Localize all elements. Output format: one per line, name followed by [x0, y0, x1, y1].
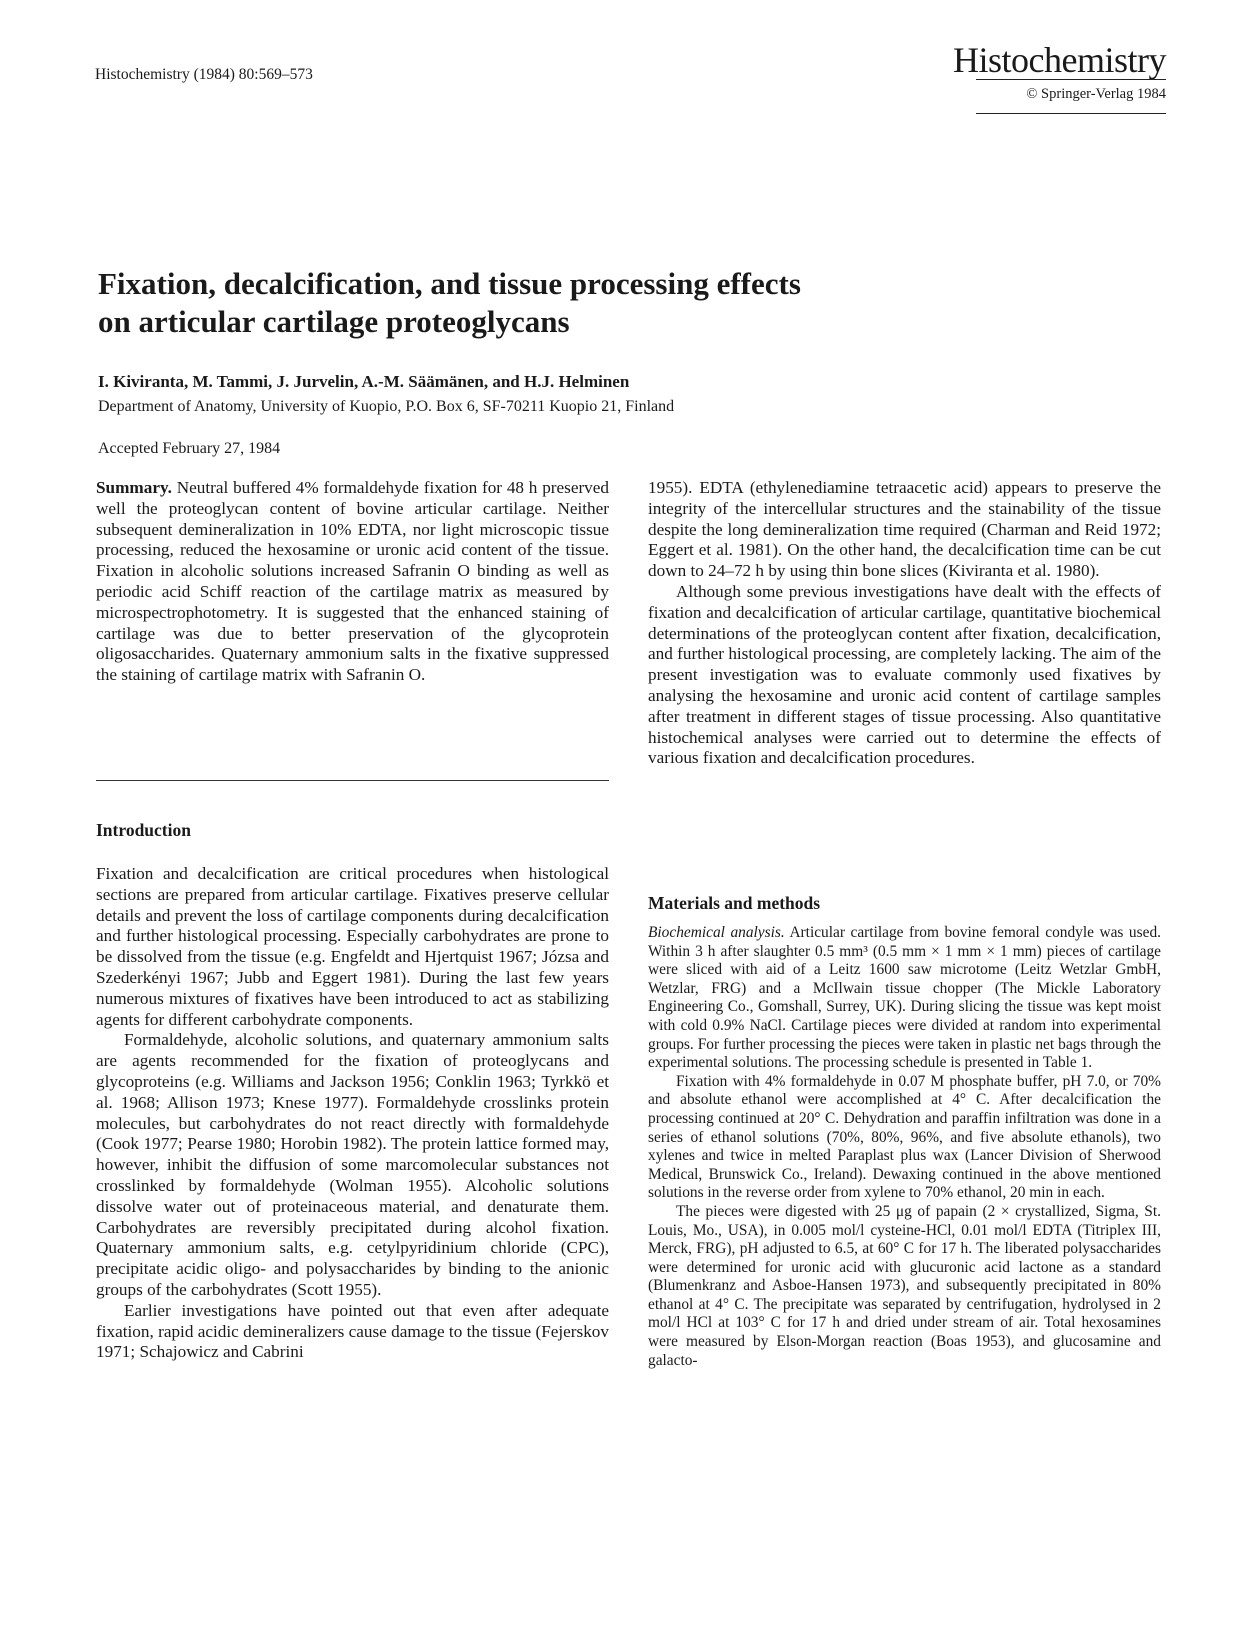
intro-paragraph-1: Fixation and decalcification are critical procedures when histological sections are prepared from articular cartilage. Fixatives preserve cellular details and prevent the loss of cartilage components during decalcification and further histological processing. Especially carbohydrates are prone to be dissolved from the tissue (e.g. Engfeldt and Hjertquist 1967; Józsa and Szederkényi 1967; Jubb and Eggert 1981). During the last few years numerous mixtures of fixatives have been introduced to act as stabilizing agents for different carbohydrate components. — [96, 864, 609, 1029]
intro-paragraph-2: Formaldehyde, alcoholic solutions, and quaternary ammonium salts are agents recommended for the fixation of proteoglycans and glycoproteins (e.g. Williams and Jackson 1956; Conklin 1963; Tyrkkö et al. 1968; Allison 1973; Knese 1977). Formaldehyde crosslinks protein molecules, but carbohydrates do not react directly with formaldehyde (Cook 1977; Pearse 1980; Horobin 1982). The protein lattice formed may, however, inhibit the diffusion of some marcomolecular substances not crosslinked by formaldehyde (Wolman 1955). Alcoholic solutions dissolve water out of proteinaceous material, and denaturate them. Carbohydrates are reversibly precipitated during alcohol fixation. Quaternary ammonium salts, e.g. cetylpyridinium chloride (CPC), precipitate acidic oligo- and polysaccharides by binding to the anionic groups of the carbohydrates (Scott 1955). — [96, 1030, 609, 1299]
intro-paragraph-3: Earlier investigations have pointed out that even after adequate fixation, rapid acidic demineralizers cause damage to the tissue (Fejerskov 1971; Schajowicz and Cabrini — [96, 1300, 609, 1362]
accepted-date: Accepted February 27, 1984 — [98, 440, 281, 457]
methods-paragraph-2: Fixation with 4% formaldehyde in 0.07 M phosphate buffer, pH 7.0, or 70% and absolute ethanol were accomplished at 4° C. After decalcification the processing continued at 20° C. Dehydration and paraffin infiltration was done in a series of ethanol solutions (70%, 80%, 96%, and five absolute ethanols), two xylenes and twice in melted Paraplast plus wax (Lancer Division of Sherwood Medical, Brunswick Co., Ireland). Dewaxing continued in the above mentioned solutions in the reverse order from xylene to 70% ethanol, 20 min in each. — [648, 1072, 1161, 1202]
title-line-1: Fixation, decalcification, and tissue processing effects — [98, 266, 801, 301]
affiliation: Department of Anatomy, University of Kuopio, P.O. Box 6, SF-70211 Kuopio 21, Finland — [98, 398, 675, 415]
introduction-heading-block — [96, 820, 609, 841]
intro-paragraph-4: Although some previous investigations have dealt with the effects of fixation and decalcification of articular cartilage, quantitative biochemical determinations of the proteoglycan content after fixation, decalcification, and further histological processing, are completely lacking. The aim of the present investigation was to evaluate commonly used fixatives by analysing the hexosamine and uronic acid content of cartilage samples after treatment in different stages of tissue processing. Also quantitative histochemical analyses were carried out to determine the effects of various fixation and decalcification procedures. — [648, 581, 1161, 768]
summary-paragraph — [96, 478, 609, 686]
right-column — [648, 478, 1161, 769]
introduction-heading: Introduction — [96, 820, 191, 840]
methods-body — [648, 924, 1161, 1370]
summary-rule — [96, 780, 609, 781]
journal-title: Histochemistry — [953, 40, 1166, 80]
intro-paragraph-3-continued: 1955). EDTA (ethylenediamine tetraacetic acid) appears to preserve the integrity of the intercellular structures and the stainability of the tissue despite the long demineralization time required (Charman and Reid 1972; Eggert et al. 1981). On the other hand, the decalcification time can be cut down to 24–72 h by using thin bone slices (Kiviranta et al. 1980). — [648, 478, 1161, 581]
methods-paragraph-1 — [648, 924, 1161, 1073]
methods-paragraph-1-text: Articular cartilage from bovine femoral condyle was used. Within 3 h after slaughter 0.5 mm³ (0.5 mm × 1 mm × 1 mm) pieces of cartilage were sliced with aid of a Leitz 1600 saw microtome (Leitz Wetzlar GmbH, Wetzlar, FRG) and a McIlwain tissue chopper (The Mickle Laboratory Engineering Co., Gomshall, Surrey, UK). During slicing the tissue was kept moist with cold 0.9% NaCl. Cartilage pieces were divided at random into experimental groups. For further processing the pieces were taken in plastic net bags through the experimental solutions. The processing schedule is presented in Table 1. — [648, 924, 1161, 1072]
introduction-body — [96, 864, 609, 1363]
header-rule-bottom — [976, 113, 1166, 114]
left-column — [96, 478, 609, 686]
methods-heading-block — [648, 893, 1161, 914]
biochemical-analysis-label: Biochemical analysis. — [648, 924, 785, 941]
author-list: I. Kiviranta, M. Tammi, J. Jurvelin, A.-M. Säämänen, and H.J. Helminen — [98, 372, 630, 391]
summary-text: Neutral buffered 4% formaldehyde fixation for 48 h preserved well the proteoglycan content of bovine articular cartilage. Neither subsequent demineralization in 10% EDTA, nor light microscopic tissue processing, reduced the hexosamine or uronic acid content of the tissue. Fixation in alcoholic solutions increased Safranin O binding as well as periodic acid Schiff reaction of the cartilage matrix as measured by microspectrophotometry. It is suggested that the enhanced staining of cartilage was due to better preservation of the glycoprotein oligosaccharides. Quaternary ammonium salts in the fixative suppressed the staining of cartilage matrix with Safranin O. — [96, 478, 610, 685]
summary-label: Summary. — [96, 478, 172, 497]
header-rule — [976, 79, 1166, 80]
title-line-2: on articular cartilage proteoglycans — [98, 304, 570, 339]
methods-paragraph-3: The pieces were digested with 25 μg of papain (2 × crystallized, Sigma, St. Louis, Mo., USA), in 0.005 mol/l cysteine-HCl, 0.01 mol/l EDTA (Titriplex III, Merck, FRG), pH adjusted to 6.5, at 60° C for 17 h. The liberated polysaccharides were determined for uronic acid with glucuronic acid lactone as a standard (Blumenkranz and Asboe-Hansen 1973), and subsequently precipitated in 80% ethanol at 4° C. The precipitate was separated by centrifugation, hydrolysed in 2 mol/l HCl at 103° C for 17 h and dried under stream of air. Total hexosamines were measured by Elson-Morgan reaction (Boas 1953), and glucosamine and galacto- — [648, 1202, 1161, 1369]
article-title — [98, 265, 998, 341]
methods-heading: Materials and methods — [648, 893, 821, 913]
copyright-notice: © Springer-Verlag 1984 — [1026, 86, 1166, 102]
running-head: Histochemistry (1984) 80:569–573 — [95, 66, 313, 83]
